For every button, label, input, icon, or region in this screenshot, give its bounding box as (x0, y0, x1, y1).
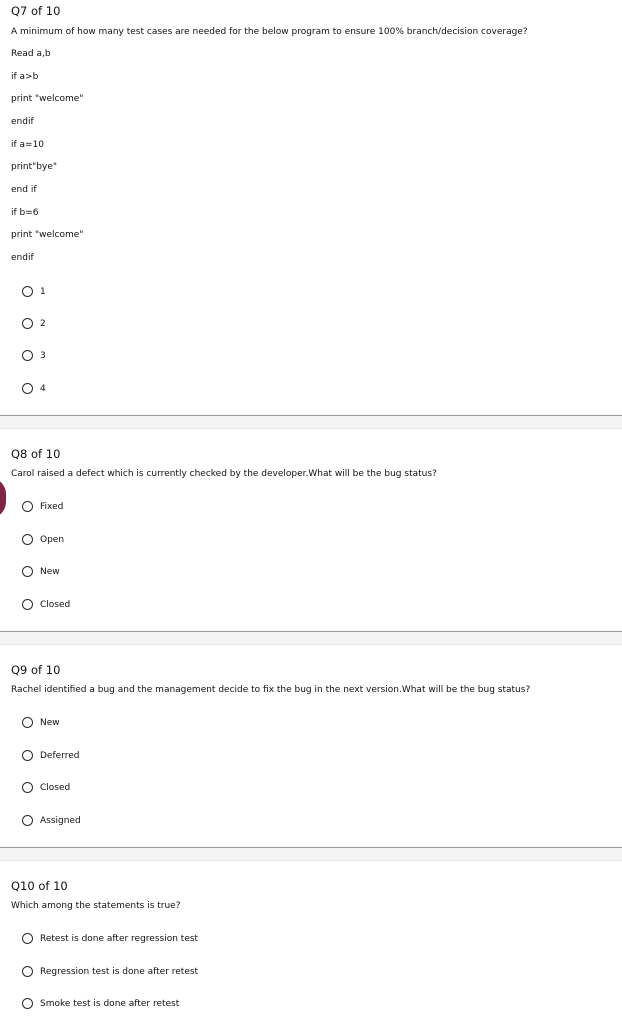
code-line: endif (11, 253, 34, 263)
option-label: Smoke test is done after retest (40, 998, 180, 1009)
radio-button[interactable] (22, 318, 33, 329)
radio-button[interactable] (22, 534, 33, 545)
question-text: Carol raised a defect which is currently checked by the developer.What will be the bug status? (11, 469, 437, 479)
code-line: if a=10 (11, 140, 45, 150)
question-text: A minimum of how many test cases are needed for the below program to ensure 100% branch/decision coverage? (11, 27, 528, 37)
option-open[interactable] (22, 534, 64, 545)
option-fixed[interactable] (22, 501, 63, 512)
option-smoke-after-retest[interactable] (22, 998, 179, 1009)
question-number: Q10 of 10 (11, 879, 68, 893)
question-card-q7 (0, 0, 622, 416)
question-card-q10 (0, 860, 622, 1024)
code-line: print "welcome" (11, 230, 84, 240)
option-new[interactable] (22, 717, 60, 728)
option-2[interactable] (22, 318, 46, 329)
radio-button[interactable] (22, 501, 33, 512)
radio-button[interactable] (22, 566, 33, 577)
code-line: print "welcome" (11, 94, 84, 104)
option-label: New (40, 566, 60, 577)
code-line: if b=6 (11, 208, 39, 218)
question-card-q8 (0, 428, 622, 632)
question-text: Which among the statements is true? (11, 901, 181, 911)
radio-button[interactable] (22, 750, 33, 761)
option-label: Open (40, 534, 65, 545)
option-4[interactable] (22, 383, 46, 394)
option-1[interactable] (22, 286, 46, 297)
radio-button[interactable] (22, 998, 33, 1009)
option-label: 4 (40, 383, 46, 394)
question-number: Q7 of 10 (11, 4, 61, 18)
option-label: New (40, 717, 60, 728)
option-label: Deferred (40, 750, 80, 761)
code-line: if a>b (11, 72, 39, 82)
radio-button[interactable] (22, 782, 33, 793)
question-number: Q8 of 10 (11, 447, 61, 461)
option-assigned[interactable] (22, 815, 81, 826)
option-label: Retest is done after regression test (40, 933, 199, 944)
code-line: Read a,b (11, 49, 51, 59)
radio-button[interactable] (22, 599, 33, 610)
option-label: Regression test is done after retest (40, 966, 199, 977)
option-new[interactable] (22, 566, 60, 577)
option-label: 1 (40, 286, 46, 297)
option-regression-after-retest[interactable] (22, 966, 198, 977)
radio-button[interactable] (22, 933, 33, 944)
option-label: Closed (40, 599, 71, 610)
radio-button[interactable] (22, 350, 33, 361)
radio-button[interactable] (22, 383, 33, 394)
question-text: Rachel identified a bug and the management decide to fix the bug in the next version.What will be the bug status? (11, 685, 531, 695)
radio-button[interactable] (22, 717, 33, 728)
code-line: end if (11, 185, 37, 195)
question-number: Q9 of 10 (11, 663, 61, 677)
option-closed[interactable] (22, 599, 70, 610)
radio-button[interactable] (22, 966, 33, 977)
radio-button[interactable] (22, 815, 33, 826)
option-closed[interactable] (22, 782, 70, 793)
option-3[interactable] (22, 350, 46, 361)
code-line: print"bye" (11, 162, 58, 172)
option-label: 2 (40, 318, 46, 329)
option-label: Closed (40, 782, 71, 793)
option-label: 3 (40, 350, 46, 361)
option-label: Fixed (40, 501, 64, 512)
radio-button[interactable] (22, 286, 33, 297)
question-card-q9 (0, 644, 622, 848)
code-line: endif (11, 117, 34, 127)
option-deferred[interactable] (22, 750, 79, 761)
option-retest-after-regression[interactable] (22, 933, 198, 944)
option-label: Assigned (40, 815, 81, 826)
